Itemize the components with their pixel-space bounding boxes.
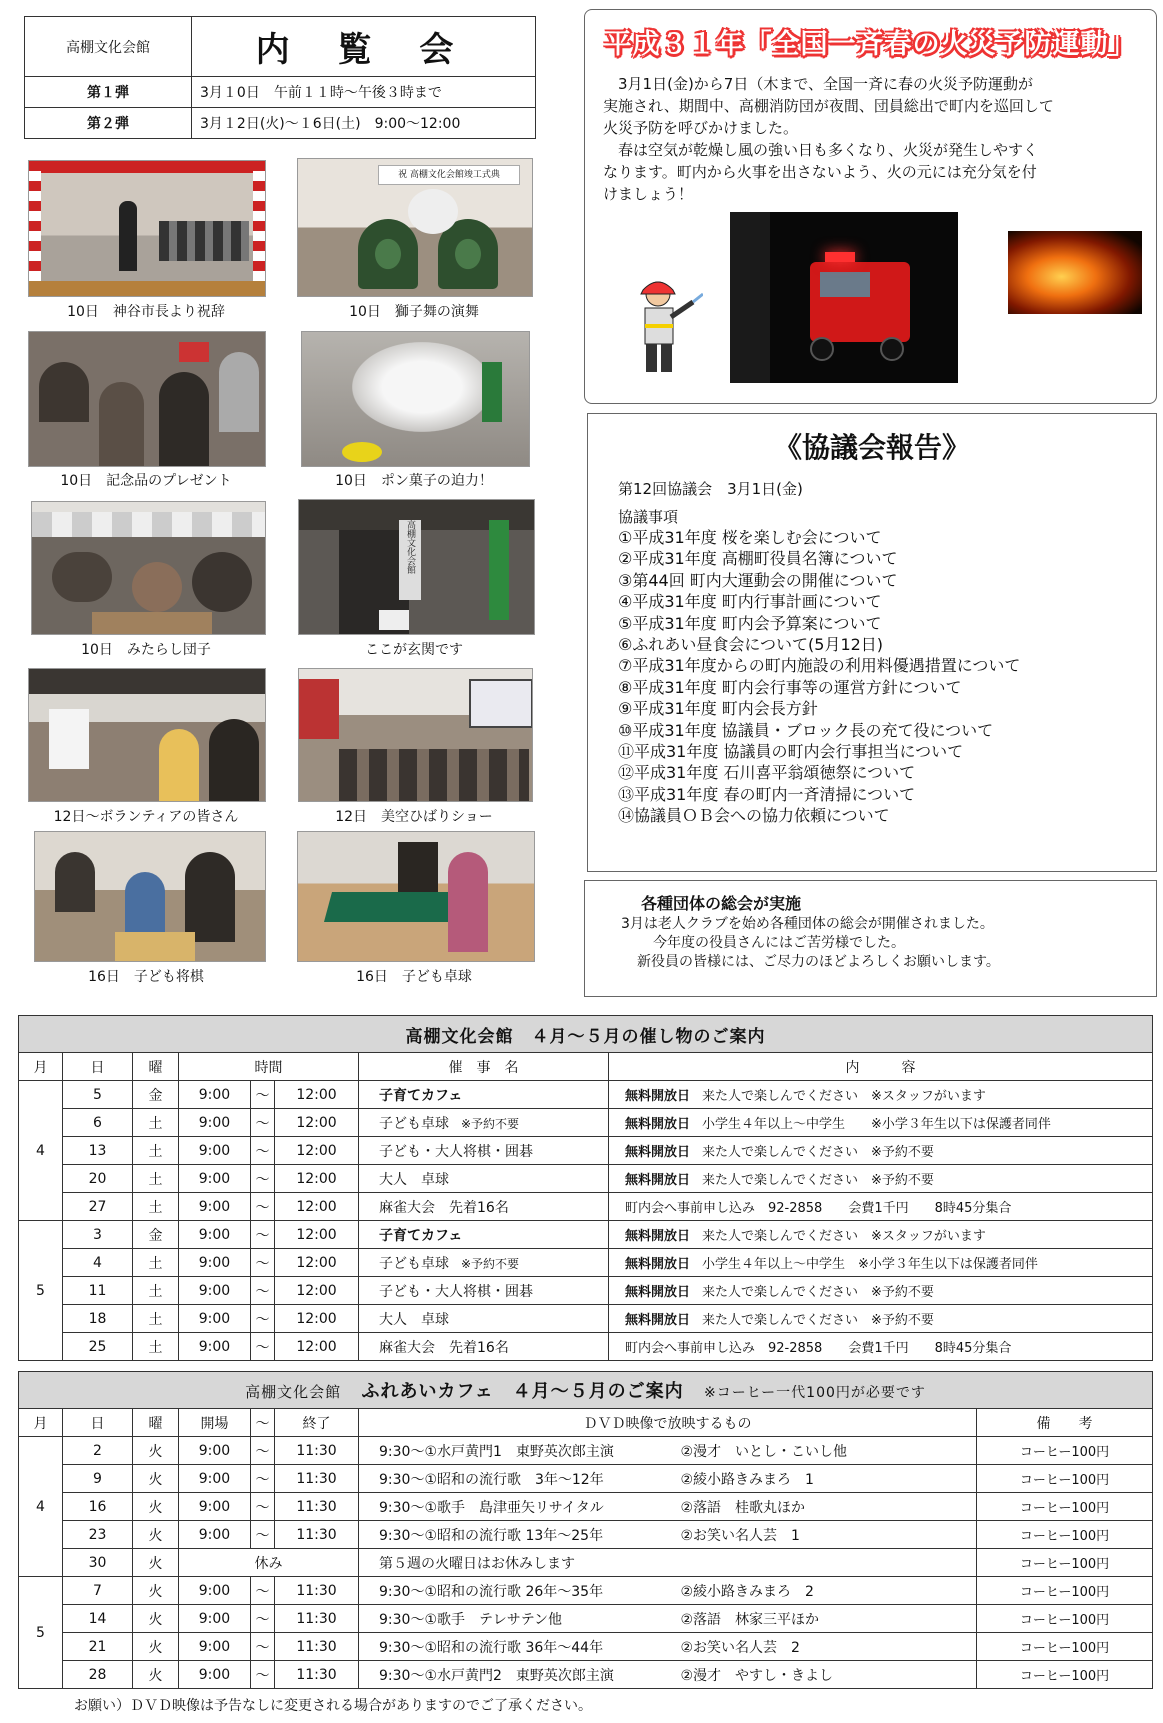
day-cell: 4 (63, 1249, 133, 1277)
council-item: ⑦平成31年度からの町内施設の利用料優遇措置について (618, 656, 1021, 676)
council-items (618, 527, 1148, 827)
council-item: ⑪平成31年度 協議員の町内会行事担当について (618, 742, 964, 762)
fire-line: 3月1日(金)から7日（木まで、全国一斉に春の火災予防運動が (603, 75, 1034, 93)
group-meetings-box (584, 880, 1157, 997)
open-time-cell: 9:00 (179, 1605, 251, 1633)
free-day-label: 無料開放日 (625, 1145, 691, 1160)
tilde-cell: ～ (251, 1193, 275, 1221)
council-title: 《協議会報告》 (773, 431, 970, 464)
group-line: 新役員の皆様には、ご尽力のほどよろしくお願いします。 (637, 954, 1000, 970)
free-day-label: 無料開放日 (625, 1229, 691, 1244)
closed-cell: 休み (179, 1549, 359, 1577)
remarks-cell: コーヒー100円 (977, 1521, 1153, 1549)
tilde-cell: ～ (251, 1577, 275, 1605)
month-cell: 4 (19, 1437, 63, 1577)
start-time-cell: 9:00 (179, 1137, 251, 1165)
free-day-label: 無料開放日 (625, 1285, 691, 1300)
table-row (19, 1165, 1153, 1193)
tilde-cell: ～ (251, 1521, 275, 1549)
close-time-cell: 11:30 (275, 1493, 359, 1521)
table-row (19, 1081, 1153, 1109)
dow-cell: 土 (133, 1333, 179, 1361)
council-item: ⑭協議員ＯＢ会への協力依頼について (618, 806, 890, 826)
col-day: 日 (63, 1053, 133, 1081)
free-day-label: 無料開放日 (625, 1089, 691, 1104)
free-day-label: 無料開放日 (625, 1257, 691, 1272)
start-time-cell: 9:00 (179, 1165, 251, 1193)
remarks-cell: コーヒー100円 (977, 1549, 1153, 1577)
dow-cell: 火 (133, 1661, 179, 1689)
table-row (19, 1305, 1153, 1333)
dvd-program-cell: ②お笑い名人芸 1 (677, 1521, 977, 1549)
event-name-cell (359, 1277, 609, 1305)
group-line: 今年度の役員さんにはご苦労様でした。 (653, 935, 905, 951)
event-name: 子育てカフェ (379, 1227, 463, 1244)
col-dow: 曜 (133, 1053, 179, 1081)
dvd-program-cell: ②綾小路きみまろ 2 (677, 1577, 977, 1605)
free-day-label: 無料開放日 (625, 1117, 691, 1132)
photo-kids-pingpong (297, 831, 535, 962)
col-dvd: ＤＶＤ映像で放映するもの (359, 1409, 977, 1437)
council-item: ⑥ふれあい昼食会について(5月12日) (618, 635, 884, 655)
tilde-cell: ～ (251, 1333, 275, 1361)
photo-caption: 12日 美空ひばりショー (335, 809, 493, 825)
start-time-cell: 9:00 (179, 1193, 251, 1221)
open-time-cell: 9:00 (179, 1465, 251, 1493)
end-time-cell: 12:00 (275, 1109, 359, 1137)
event-name: 麻雀大会 先着16名 (379, 1339, 509, 1356)
cafe-banner-main: ふれあいカフェ ４月～５月のご案内 (361, 1381, 684, 1402)
photo-kids-shogi (34, 831, 266, 962)
end-time-cell: 12:00 (275, 1137, 359, 1165)
tilde-cell: ～ (251, 1465, 275, 1493)
close-time-cell: 11:30 (275, 1521, 359, 1549)
event-content: 来た人で楽しんでください ※スタッフがいます (702, 1229, 986, 1244)
tilde-cell: ～ (251, 1221, 275, 1249)
photo-caption: 16日 子ども卓球 (356, 969, 472, 985)
day-cell: 18 (63, 1305, 133, 1333)
dvd-program-cell: ②漫才 やすし・きよし (677, 1661, 977, 1689)
col-open: 開場 (179, 1409, 251, 1437)
phase-label: 第２弾 (25, 108, 192, 139)
event-name-cell (359, 1109, 609, 1137)
start-time-cell: 9:00 (179, 1081, 251, 1109)
remarks-cell: コーヒー100円 (977, 1465, 1153, 1493)
event-content-cell (609, 1333, 1153, 1361)
photo-caption: 10日 記念品のプレゼント (60, 473, 232, 489)
photo-caption: 10日 みたらし団子 (81, 642, 211, 658)
event-name-cell (359, 1137, 609, 1165)
event-content-cell (609, 1081, 1153, 1109)
dow-cell: 火 (133, 1549, 179, 1577)
open-time-cell: 9:00 (179, 1661, 251, 1689)
dow-cell: 土 (133, 1249, 179, 1277)
dvd-program-cell: 9:30～①昭和の流行歌 36年～44年 (359, 1633, 677, 1661)
col-event: 催 事 名 (359, 1053, 609, 1081)
close-time-cell: 11:30 (275, 1437, 359, 1465)
photo-caption: 12日～ボランティアの皆さん (53, 809, 239, 825)
events-banner: 高棚文化会館 ４月～５月の催し物のご案内 (19, 1016, 1153, 1053)
table-row (19, 1465, 1153, 1493)
day-cell: 28 (63, 1661, 133, 1689)
tilde-cell: ～ (251, 1633, 275, 1661)
col-close: 終了 (275, 1409, 359, 1437)
table-row (19, 1633, 1153, 1661)
dvd-program-cell: 9:30～①水戸黄門1 東野英次郎主演 (359, 1437, 677, 1465)
end-time-cell: 12:00 (275, 1249, 359, 1277)
dvd-program-cell: ②漫才 いとし・こいし他 (677, 1437, 977, 1465)
remarks-cell: コーヒー100円 (977, 1633, 1153, 1661)
start-time-cell: 9:00 (179, 1109, 251, 1137)
event-name: 大人 卓球 (379, 1171, 449, 1188)
photo-caption: 10日 獅子舞の演舞 (349, 304, 479, 320)
tilde-cell: ～ (251, 1109, 275, 1137)
event-content: 来た人で楽しんでください ※予約不要 (702, 1313, 934, 1328)
table-row (19, 1333, 1153, 1361)
remarks-cell: コーヒー100円 (977, 1437, 1153, 1465)
dow-cell: 火 (133, 1577, 179, 1605)
event-content-cell (609, 1249, 1153, 1277)
col-dow: 曜 (133, 1409, 179, 1437)
close-time-cell: 11:30 (275, 1605, 359, 1633)
col-month: 月 (19, 1409, 63, 1437)
event-name-cell (359, 1333, 609, 1361)
council-item: ④平成31年度 町内行事計画について (618, 592, 882, 612)
dvd-program-cell: ②お笑い名人芸 2 (677, 1633, 977, 1661)
photo-fire-truck (730, 212, 958, 383)
ceremony-banner: 祝 高棚文化会館竣工式典 (378, 165, 520, 185)
event-name-cell (359, 1193, 609, 1221)
event-content-cell (609, 1193, 1153, 1221)
tilde-cell: ～ (251, 1277, 275, 1305)
remarks-cell: コーヒー100円 (977, 1605, 1153, 1633)
event-name: 子ども・大人将棋・囲碁 (379, 1283, 533, 1300)
day-cell: 5 (63, 1081, 133, 1109)
col-month: 月 (19, 1053, 63, 1081)
council-item: ②平成31年度 高棚町役員名簿について (618, 549, 898, 569)
tilde-cell: ～ (251, 1437, 275, 1465)
dvd-program-cell: ②落語 林家三平ほか (677, 1605, 977, 1633)
fire-title: 平成３１年「全国一斉春の火災予防運動」 (604, 29, 1137, 60)
tilde-cell: ～ (251, 1661, 275, 1689)
day-cell: 7 (63, 1577, 133, 1605)
open-time-cell: 9:00 (179, 1437, 251, 1465)
photo-dango (31, 501, 266, 635)
phase-value: 3月１0日 午前１１時～午後３時まで (192, 77, 536, 108)
photo-volunteers (28, 668, 266, 802)
event-name-cell (359, 1081, 609, 1109)
table-row (19, 1109, 1153, 1137)
council-subhead: 協議事項 (618, 508, 679, 526)
event-content: 来た人で楽しんでください ※予約不要 (702, 1145, 934, 1160)
open-time-cell: 9:00 (179, 1577, 251, 1605)
dvd-program-cell: 9:30～①昭和の流行歌 26年～35年 (359, 1577, 677, 1605)
council-item: ⑧平成31年度 町内会行事等の運営方針について (618, 677, 962, 697)
day-cell: 25 (63, 1333, 133, 1361)
table-row (19, 1521, 1153, 1549)
phase-value: 3月１2日(火)～１6日(土) 9:00～12:00 (192, 108, 536, 139)
event-name-cell (359, 1305, 609, 1333)
event-name: 麻雀大会 先着16名 (379, 1199, 509, 1216)
fire-line: 火災予防を呼びかけました。 (603, 119, 799, 137)
phase-label: 第１弾 (25, 77, 192, 108)
tilde-cell: ～ (251, 1165, 275, 1193)
council-item: ⑫平成31年度 石川喜平翁頌徳祭について (618, 763, 916, 783)
table-row (19, 1221, 1153, 1249)
dow-cell: 火 (133, 1465, 179, 1493)
start-time-cell: 9:00 (179, 1277, 251, 1305)
council-item: ③第44回 町内大運動会の開催について (618, 570, 898, 590)
event-name: 子ども卓球 (379, 1255, 449, 1272)
table-row (19, 1249, 1153, 1277)
events-table (18, 1015, 1153, 1361)
dow-cell: 土 (133, 1137, 179, 1165)
council-item: ①平成31年度 桜を楽しむ会について (618, 528, 882, 547)
dvd-program-cell: ②落語 桂歌丸ほか (677, 1493, 977, 1521)
council-item: ⑩平成31年度 協議員・ブロック長の充て役について (618, 720, 994, 740)
remarks-cell: コーヒー100円 (977, 1493, 1153, 1521)
tilde-cell: ～ (251, 1137, 275, 1165)
table-row (19, 1661, 1153, 1689)
dow-cell: 火 (133, 1437, 179, 1465)
event-content: 小学生４年以上～中学生 ※小学３年生以下は保護者同伴 (702, 1117, 1051, 1132)
photo-caption: 16日 子ども将棋 (88, 969, 204, 985)
dow-cell: 金 (133, 1081, 179, 1109)
day-cell: 14 (63, 1605, 133, 1633)
month-cell: 5 (19, 1577, 63, 1689)
council-item: ⑤平成31年度 町内会予算案について (618, 613, 882, 633)
table-row (19, 1277, 1153, 1305)
event-content: 来た人で楽しんでください ※予約不要 (702, 1173, 934, 1188)
close-time-cell: 11:30 (275, 1577, 359, 1605)
col-remarks: 備 考 (977, 1409, 1153, 1437)
page-title: 内 覧 会 (192, 17, 536, 77)
event-content-cell (609, 1137, 1153, 1165)
end-time-cell: 12:00 (275, 1193, 359, 1221)
fire-line: けましょう！ (603, 185, 694, 203)
dow-cell: 土 (133, 1165, 179, 1193)
event-content-cell (609, 1221, 1153, 1249)
council-item: ⑨平成31年度 町内会長方針 (618, 699, 818, 719)
preview-header-table (24, 16, 536, 139)
table-row (19, 1137, 1153, 1165)
end-time-cell: 12:00 (275, 1277, 359, 1305)
footer-note: お願い）ＤＶＤ映像は予告なしに変更される場合がありますのでご了承ください。 (74, 1698, 592, 1714)
events-body (19, 1081, 1153, 1361)
event-name: 子育てカフェ (379, 1087, 463, 1104)
day-cell: 16 (63, 1493, 133, 1521)
close-time-cell: 11:30 (275, 1661, 359, 1689)
event-content-cell (609, 1305, 1153, 1333)
photo-entrance (298, 499, 535, 635)
photo-flames (1008, 231, 1142, 314)
free-day-label: 無料開放日 (625, 1313, 691, 1328)
fire-line: 春は空気が乾燥し風の強い日も多くなり、火災が発生しやすく (603, 141, 1039, 159)
event-content: 小学生４年以上～中学生 ※小学３年生以下は保護者同伴 (702, 1257, 1038, 1272)
day-cell: 21 (63, 1633, 133, 1661)
open-time-cell: 9:00 (179, 1493, 251, 1521)
dow-cell: 火 (133, 1521, 179, 1549)
dow-cell: 火 (133, 1633, 179, 1661)
council-item: ⑬平成31年度 春の町内一斉清掃について (618, 784, 916, 804)
dow-cell: 火 (133, 1605, 179, 1633)
remarks-cell: コーヒー100円 (977, 1577, 1153, 1605)
event-content: 来た人で楽しんでください ※予約不要 (702, 1285, 934, 1300)
cafe-banner (19, 1372, 1153, 1409)
dvd-program-cell: 9:30～①昭和の流行歌 3年～12年 (359, 1465, 677, 1493)
photo-lion-dance (297, 158, 533, 297)
end-time-cell: 12:00 (275, 1165, 359, 1193)
council-meeting: 第12回協議会 3月1日(金) (618, 480, 803, 498)
start-time-cell: 9:00 (179, 1305, 251, 1333)
dow-cell: 土 (133, 1109, 179, 1137)
event-content-cell (609, 1277, 1153, 1305)
table-row (19, 1437, 1153, 1465)
fire-prevention-box (584, 9, 1157, 404)
col-tilde: ～ (251, 1409, 275, 1437)
table-row (19, 1193, 1153, 1221)
day-cell: 9 (63, 1465, 133, 1493)
dow-cell: 土 (133, 1277, 179, 1305)
month-cell: 4 (19, 1081, 63, 1221)
photo-gift (28, 331, 266, 467)
end-time-cell: 12:00 (275, 1221, 359, 1249)
day-cell: 27 (63, 1193, 133, 1221)
cafe-body (19, 1437, 1153, 1689)
start-time-cell: 9:00 (179, 1333, 251, 1361)
day-cell: 20 (63, 1165, 133, 1193)
close-time-cell: 11:30 (275, 1465, 359, 1493)
month-cell: 5 (19, 1221, 63, 1361)
org-name: 高棚文化会館 (25, 17, 192, 77)
event-content: 町内会へ事前申し込み 92-2858 会費1千円 8時45分集合 (625, 1201, 1012, 1216)
group-line: 3月は老人クラブを始め各種団体の総会が開催されました。 (621, 916, 994, 932)
day-cell: 23 (63, 1521, 133, 1549)
dow-cell: 金 (133, 1221, 179, 1249)
cafe-banner-note: ※コーヒー一代100円が必要です (704, 1385, 926, 1401)
day-cell: 11 (63, 1277, 133, 1305)
dvd-program-cell: 9:30～①水戸黄門2 東野英次郎主演 (359, 1661, 677, 1689)
cafe-banner-prefix: 高棚文化会館 (245, 1383, 342, 1401)
photo-mayor-speech (28, 160, 266, 297)
free-day-label: 無料開放日 (625, 1173, 691, 1188)
photo-caption: ここが玄関です (365, 642, 463, 658)
day-cell: 2 (63, 1437, 133, 1465)
end-time-cell: 12:00 (275, 1081, 359, 1109)
photo-caption: 10日 ポン菓子の迫力！ (335, 473, 493, 489)
dow-cell: 土 (133, 1305, 179, 1333)
day-cell: 30 (63, 1549, 133, 1577)
fire-line: 実施され、期間中、高棚消防団が夜間、団員総出で町内を巡回して (603, 97, 1054, 115)
tilde-cell: ～ (251, 1605, 275, 1633)
open-time-cell: 9:00 (179, 1633, 251, 1661)
dvd-program-cell: 9:30～①歌手 島津亜矢リサイタル (359, 1493, 677, 1521)
open-time-cell: 9:00 (179, 1521, 251, 1549)
dvd-program-cell: ②綾小路きみまろ 1 (677, 1465, 977, 1493)
end-time-cell: 12:00 (275, 1305, 359, 1333)
tilde-cell: ～ (251, 1249, 275, 1277)
remarks-cell: コーヒー100円 (977, 1661, 1153, 1689)
fire-text (603, 73, 1148, 205)
table-row (19, 1605, 1153, 1633)
day-cell: 3 (63, 1221, 133, 1249)
entrance-sign: 高棚文化会館 (399, 520, 421, 600)
event-name: 子ども・大人将棋・囲碁 (379, 1143, 533, 1160)
col-content: 内 容 (609, 1053, 1153, 1081)
event-content: 町内会へ事前申し込み 92-2858 会費1千円 8時45分集合 (625, 1341, 1012, 1356)
photo-hibari-show (298, 668, 533, 802)
day-cell: 13 (63, 1137, 133, 1165)
end-time-cell: 12:00 (275, 1333, 359, 1361)
table-row (19, 1549, 1153, 1577)
event-content-cell (609, 1165, 1153, 1193)
close-time-cell: 11:30 (275, 1633, 359, 1661)
group-text (621, 915, 1000, 972)
council-report-box (587, 413, 1157, 872)
event-name: 子ども卓球 (379, 1115, 449, 1132)
col-time: 時間 (179, 1053, 359, 1081)
dvd-program-cell: 9:30～①歌手 テレサテン他 (359, 1605, 677, 1633)
event-name-cell (359, 1221, 609, 1249)
dow-cell: 火 (133, 1493, 179, 1521)
event-note: ※予約不要 (461, 1116, 520, 1131)
start-time-cell: 9:00 (179, 1221, 251, 1249)
event-content-cell (609, 1109, 1153, 1137)
event-note: ※予約不要 (461, 1256, 520, 1271)
day-cell: 6 (63, 1109, 133, 1137)
event-content: 来た人で楽しんでください ※スタッフがいます (702, 1089, 986, 1104)
col-day: 日 (63, 1409, 133, 1437)
photo-caption: 10日 神谷市長より祝辞 (67, 304, 225, 320)
start-time-cell: 9:00 (179, 1249, 251, 1277)
tilde-cell: ～ (251, 1305, 275, 1333)
event-name: 大人 卓球 (379, 1311, 449, 1328)
fire-line: なります。町内から火事を出さないよう、火の元には充分気を付 (603, 163, 1037, 181)
tilde-cell: ～ (251, 1493, 275, 1521)
table-row (19, 1577, 1153, 1605)
cafe-table (18, 1371, 1153, 1689)
group-title: 各種団体の総会が実施 (641, 894, 802, 913)
table-row (19, 1493, 1153, 1521)
event-name-cell (359, 1249, 609, 1277)
firefighter-icon (613, 272, 703, 382)
dow-cell: 土 (133, 1193, 179, 1221)
event-name-cell (359, 1165, 609, 1193)
dvd-program-cell: 第５週の火曜日はお休みします (359, 1549, 977, 1577)
photo-popcorn (301, 331, 530, 467)
dvd-program-cell: 9:30～①昭和の流行歌 13年～25年 (359, 1521, 677, 1549)
tilde-cell: ～ (251, 1081, 275, 1109)
